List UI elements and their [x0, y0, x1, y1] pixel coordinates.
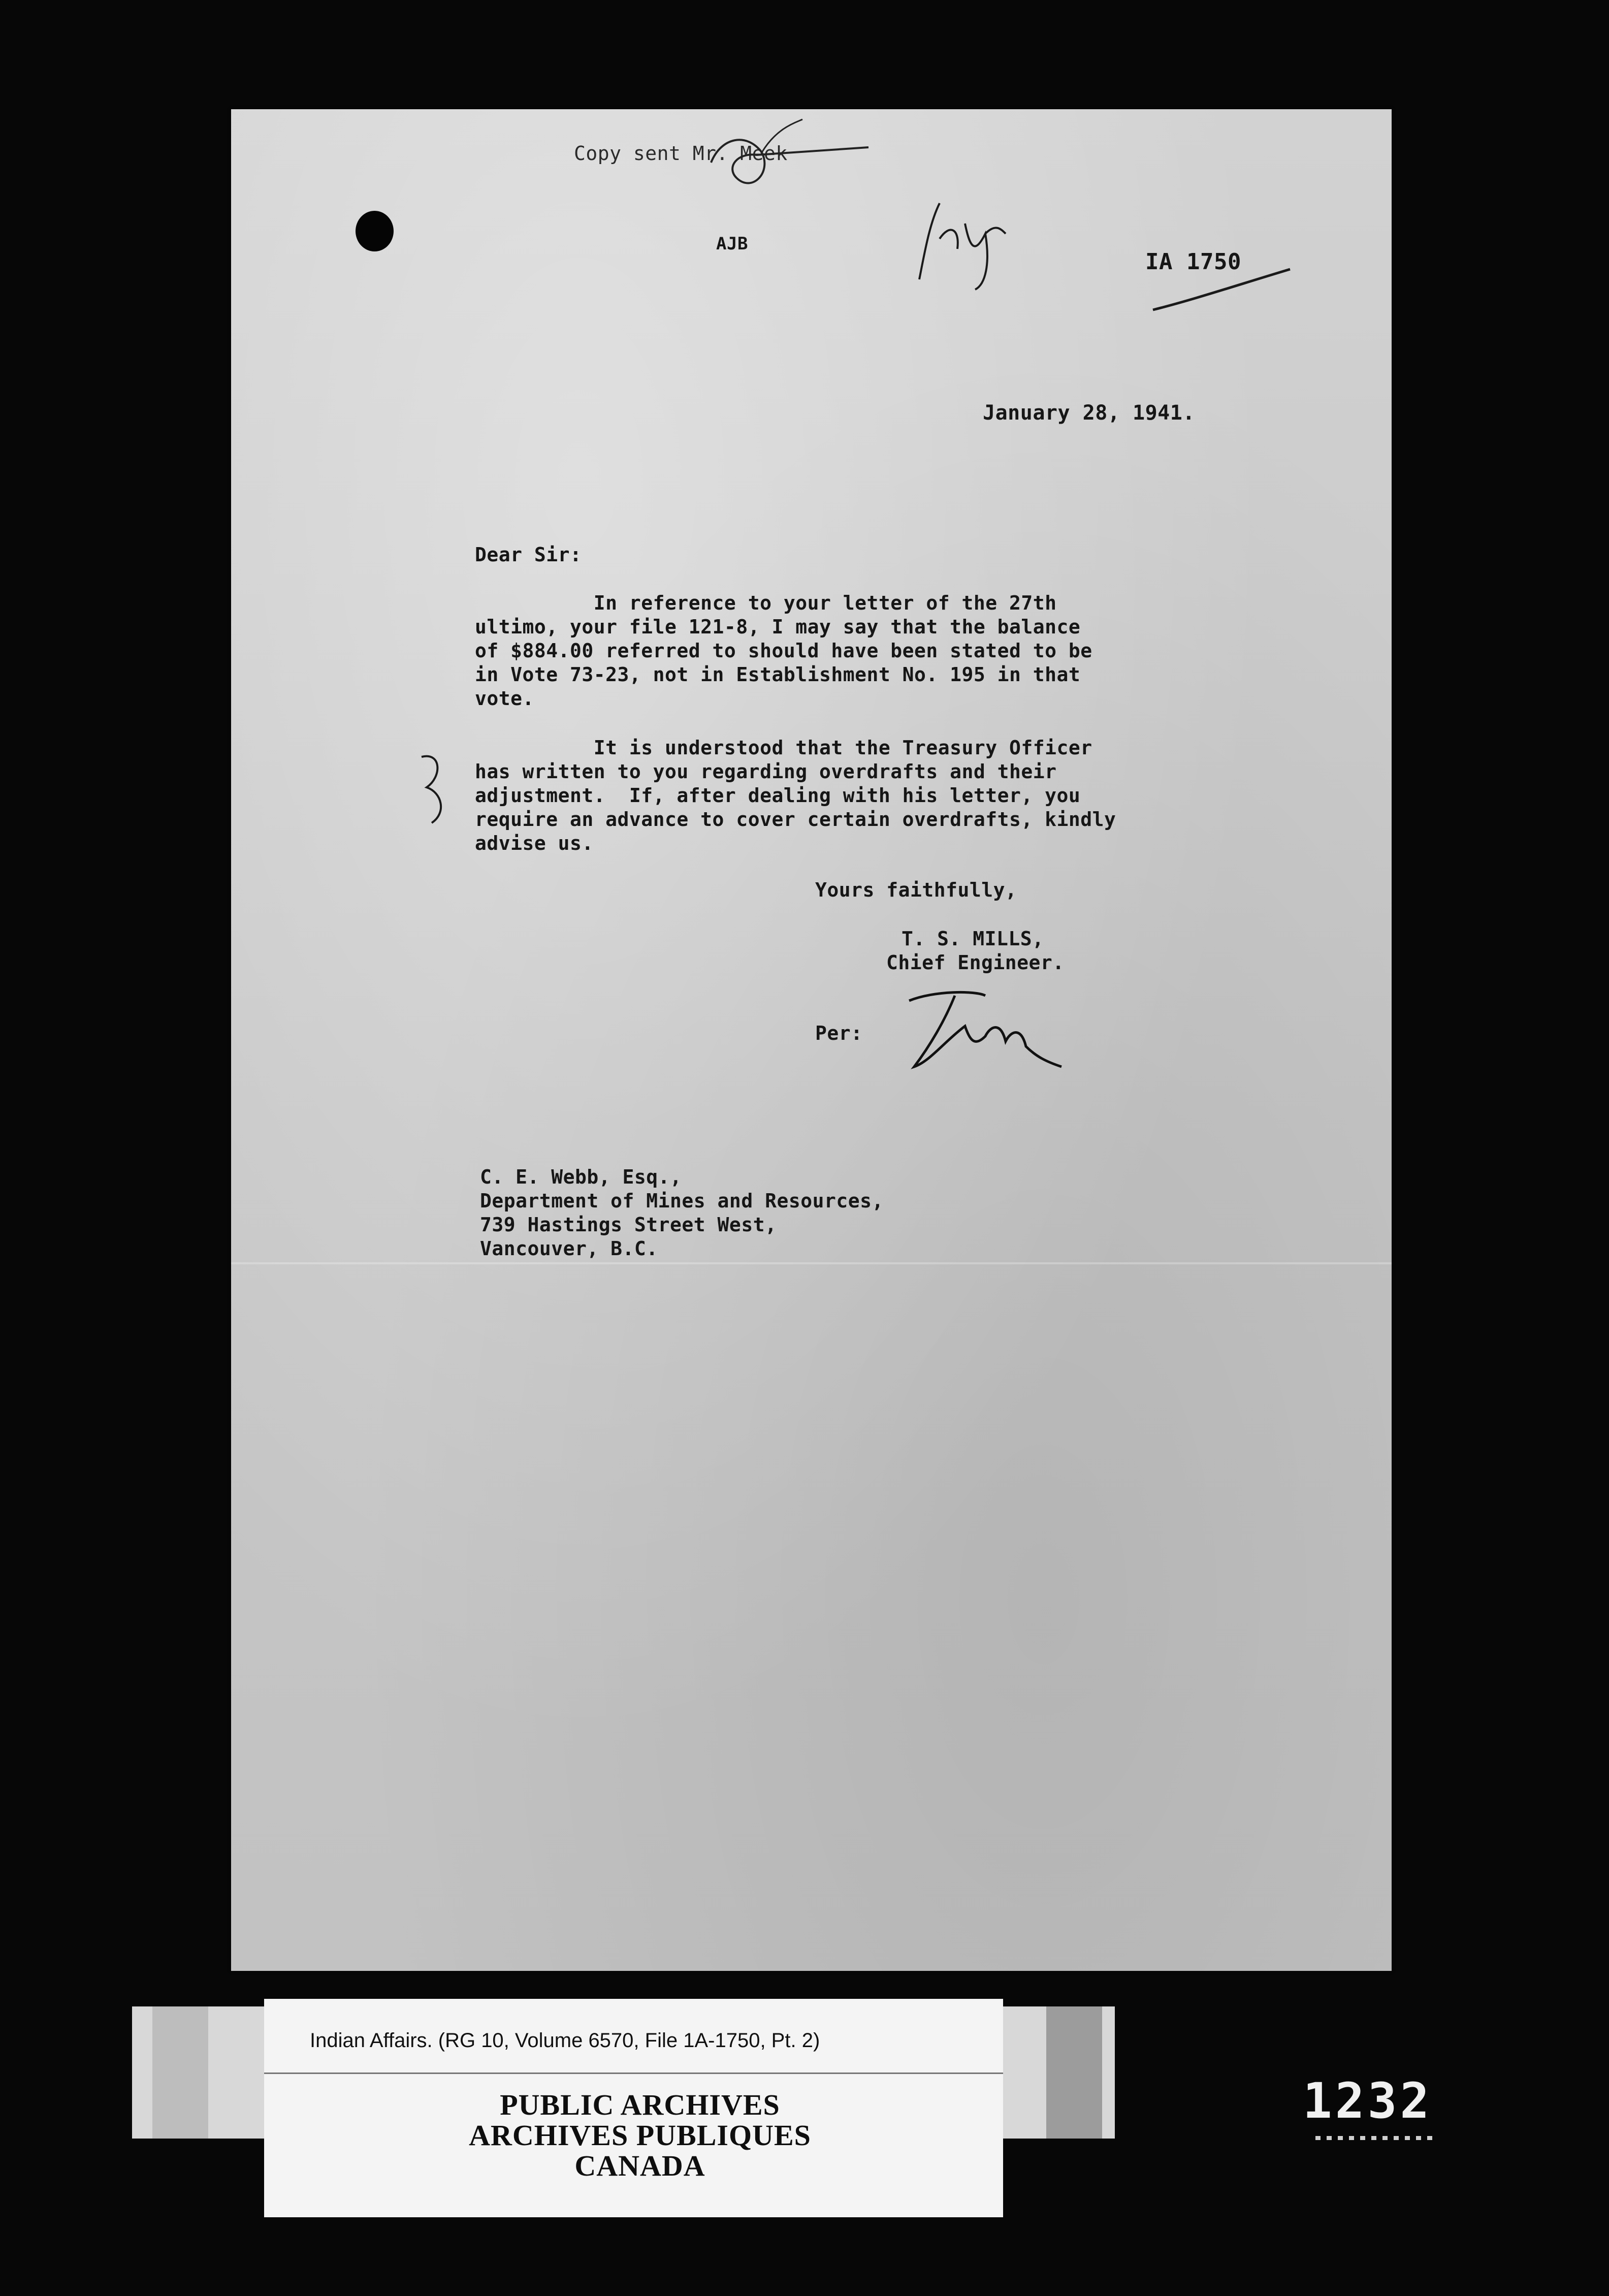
- closing: Yours faithfully,: [815, 879, 1017, 901]
- p2-line: has written to you regarding overdrafts and their: [475, 760, 1057, 783]
- file-ref-underline: [1148, 264, 1295, 320]
- copy-note-scribble: [701, 117, 884, 208]
- label-edge: [1046, 2006, 1102, 2139]
- letter-page: [231, 109, 1392, 1971]
- per-label: Per:: [815, 1022, 863, 1044]
- p1-line: ultimo, your file 121-8, I may say that the balance: [475, 616, 1081, 638]
- addressee-line: Vancouver, B.C.: [480, 1237, 658, 1260]
- archive-reference: Indian Affairs. (RG 10, Volume 6570, File 1A-1750, Pt. 2): [310, 2029, 820, 2052]
- salutation: Dear Sir:: [475, 544, 582, 566]
- margin-mark: [411, 747, 457, 833]
- page-fold: [231, 1262, 1392, 1264]
- signatory-title: Chief Engineer.: [886, 951, 1065, 974]
- label-edge: [152, 2006, 208, 2139]
- signatory-name: T. S. MILLS,: [902, 928, 1044, 950]
- addressee-line: 739 Hastings Street West,: [480, 1214, 777, 1236]
- initials: AJB: [716, 234, 748, 254]
- addressee-line: Department of Mines and Resources,: [480, 1190, 884, 1212]
- p2-line: It is understood that the Treasury Officer: [475, 737, 1092, 759]
- p1-line: vote.: [475, 687, 534, 710]
- file-reference: IA 1750: [1145, 249, 1241, 275]
- archive-line-2: ARCHIVES PUBLIQUES: [469, 2119, 811, 2152]
- handwritten-signature: [894, 980, 1077, 1082]
- p1-line: in Vote 73-23, not in Establishment No. 195 in that: [475, 663, 1081, 686]
- addressee-line: C. E. Webb, Esq.,: [480, 1166, 682, 1188]
- letter-date: January 28, 1941.: [983, 401, 1195, 425]
- frame-ticks: [1315, 2136, 1437, 2140]
- handwritten-initials: [909, 193, 1021, 295]
- archive-line-3: CANADA: [574, 2149, 705, 2182]
- copy-note: Copy sent Mr. Meek: [574, 142, 788, 165]
- p1-line: of $884.00 referred to should have been stated to be: [475, 640, 1092, 662]
- label-divider: [264, 2072, 1003, 2074]
- p2-line: adjustment. If, after dealing with his letter, you: [475, 784, 1081, 807]
- archive-line-1: PUBLIC ARCHIVES: [500, 2088, 780, 2121]
- frame-number: 1232: [1303, 2072, 1433, 2129]
- p2-line: advise us.: [475, 832, 594, 854]
- punch-hole: [356, 211, 394, 251]
- p1-line: In reference to your letter of the 27th: [475, 592, 1057, 614]
- p2-line: require an advance to cover certain overdrafts, kindly: [475, 808, 1116, 831]
